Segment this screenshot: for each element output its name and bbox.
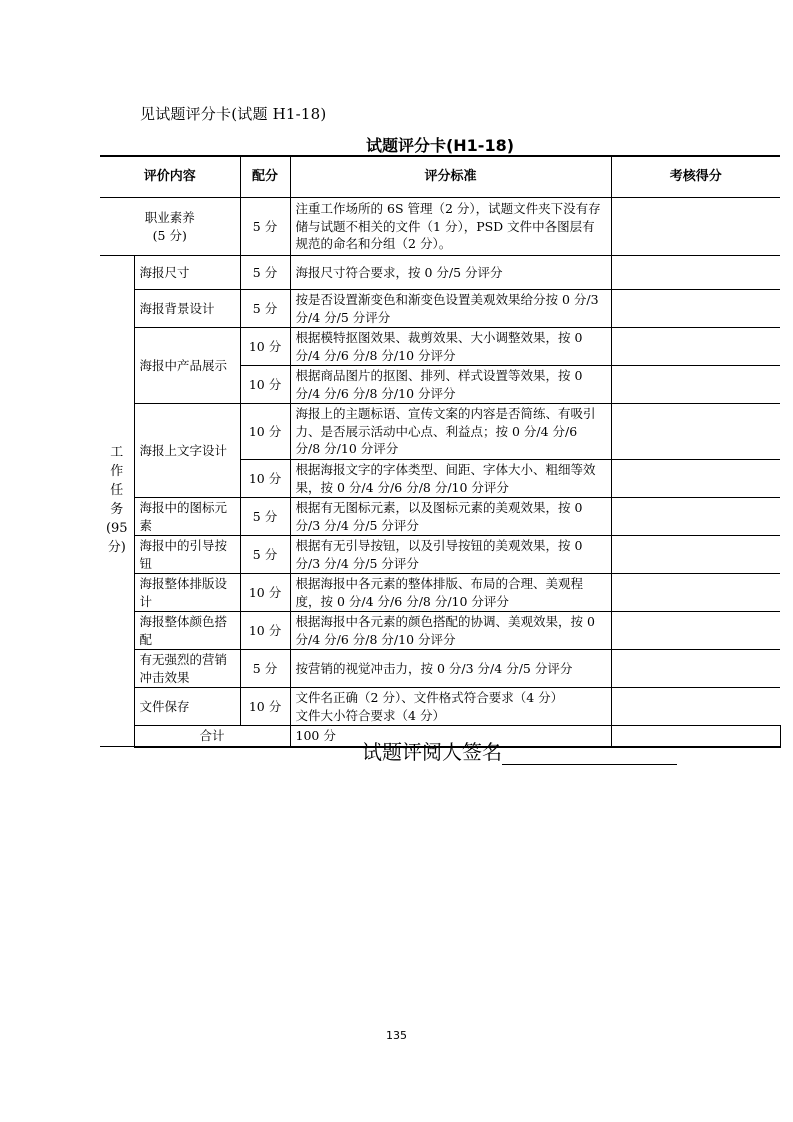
score-cell[interactable] bbox=[611, 650, 780, 688]
item-standard: 按营销的视觉冲击力，按 0 分/3 分/4 分/5 分评分 bbox=[290, 650, 611, 688]
header-row bbox=[100, 156, 780, 198]
row-icons bbox=[100, 498, 780, 536]
signature-field bbox=[362, 736, 677, 765]
item-label: 海报背景设计 bbox=[134, 290, 240, 328]
header-points: 配分 bbox=[240, 156, 290, 198]
item-standard: 海报上的主题标语、宣传文案的内容是否简练、有吸引力、是否展示活动中心点、利益点；按 0 分/4 分/6 分/8 分/10 分评分 bbox=[290, 404, 611, 460]
item-points: 10 分 bbox=[240, 688, 290, 726]
item-label: 海报整体排版设计 bbox=[134, 574, 240, 612]
item-label: 海报尺寸 bbox=[134, 256, 240, 290]
row-background bbox=[100, 290, 780, 328]
item-standard: 根据有无图标元素，以及图标元素的美观效果，按 0 分/3 分/4 分/5 分评分 bbox=[290, 498, 611, 536]
header-score: 考核得分 bbox=[611, 156, 780, 198]
total-points: 100 分 bbox=[290, 726, 611, 747]
header-standard: 评分标准 bbox=[290, 156, 611, 198]
score-cell[interactable] bbox=[611, 404, 780, 460]
item-points: 10 分 bbox=[240, 328, 290, 366]
item-standard: 根据海报文字的字体类型、间距、字体大小、粗细等效果，按 0 分/4 分/6 分/8 分/10 分评分 bbox=[290, 460, 611, 498]
score-cell[interactable] bbox=[611, 688, 780, 726]
score-cell[interactable] bbox=[611, 574, 780, 612]
row-layout bbox=[100, 574, 780, 612]
item-points: 10 分 bbox=[240, 460, 290, 498]
row-color bbox=[100, 612, 780, 650]
item-standard: 根据海报中各元素的整体排版、布局的合理、美观程度，按 0 分/4 分/6 分/8 分/10 分评分 bbox=[290, 574, 611, 612]
row-impact bbox=[100, 650, 780, 688]
item-points: 5 分 bbox=[240, 650, 290, 688]
task-group-label: 工 作 任 务 (95 分) bbox=[100, 256, 134, 747]
header-content: 评价内容 bbox=[100, 156, 240, 198]
score-cell[interactable] bbox=[611, 498, 780, 536]
item-label: 海报中的图标元素 bbox=[134, 498, 240, 536]
professional-standard: 注重工作场所的 6S 管理（2 分），试题文件夹下没有存储与试题不相关的文件（1 分），PSD 文件中各图层有规范的命名和分组（2 分）。 bbox=[290, 198, 611, 256]
item-points: 5 分 bbox=[240, 290, 290, 328]
professional-points: 5 分 bbox=[240, 198, 290, 256]
row-save bbox=[100, 688, 780, 726]
row-text-1 bbox=[100, 404, 780, 460]
item-points: 10 分 bbox=[240, 404, 290, 460]
item-points: 5 分 bbox=[240, 536, 290, 574]
item-points: 10 分 bbox=[240, 612, 290, 650]
item-label: 有无强烈的营销冲击效果 bbox=[134, 650, 240, 688]
table-title: 试题评分卡(H1-18) bbox=[365, 136, 515, 155]
item-label: 海报整体颜色搭配 bbox=[134, 612, 240, 650]
item-label: 文件保存 bbox=[134, 688, 240, 726]
item-points: 10 分 bbox=[240, 574, 290, 612]
score-cell[interactable] bbox=[611, 460, 780, 498]
row-professional bbox=[100, 198, 780, 256]
item-standard: 根据模特抠图效果、裁剪效果、大小调整效果，按 0 分/4 分/6 分/8 分/10 分评分 bbox=[290, 328, 611, 366]
score-table bbox=[100, 155, 780, 748]
score-cell[interactable] bbox=[611, 290, 780, 328]
score-cell[interactable] bbox=[611, 536, 780, 574]
item-standard: 根据商品图片的抠图、排列、样式设置等效果，按 0 分/4 分/6 分/8 分/10 分评分 bbox=[290, 366, 611, 404]
item-label: 海报中产品展示 bbox=[134, 328, 240, 404]
row-product-1 bbox=[100, 328, 780, 366]
professional-label: 职业素养 (5 分) bbox=[100, 198, 240, 256]
score-cell[interactable] bbox=[611, 328, 780, 366]
item-label: 海报上文字设计 bbox=[134, 404, 240, 498]
item-standard: 海报尺寸符合要求，按 0 分/5 分评分 bbox=[290, 256, 611, 290]
item-points: 10 分 bbox=[240, 366, 290, 404]
signature-label: 试题评阅人签名 bbox=[362, 740, 502, 764]
score-cell[interactable] bbox=[611, 198, 780, 256]
row-size bbox=[100, 256, 780, 290]
score-cell[interactable] bbox=[611, 256, 780, 290]
item-points: 5 分 bbox=[240, 498, 290, 536]
total-label: 合计 bbox=[134, 726, 290, 747]
signature-line[interactable] bbox=[502, 744, 677, 765]
page-number: 135 bbox=[386, 1029, 407, 1042]
item-standard: 根据有无引导按钮，以及引导按钮的美观效果，按 0 分/3 分/4 分/5 分评分 bbox=[290, 536, 611, 574]
intro-text: 见试题评分卡(试题 H1-18) bbox=[140, 105, 327, 123]
item-label: 海报中的引导按钮 bbox=[134, 536, 240, 574]
item-points: 5 分 bbox=[240, 256, 290, 290]
item-standard: 根据海报中各元素的颜色搭配的协调、美观效果，按 0 分/4 分/6 分/8 分/10 分评分 bbox=[290, 612, 611, 650]
item-standard: 按是否设置渐变色和渐变色设置美观效果给分按 0 分/3 分/4 分/5 分评分 bbox=[290, 290, 611, 328]
item-standard: 文件名正确（2 分）、文件格式符合要求（4 分） 文件大小符合要求（4 分） bbox=[290, 688, 611, 726]
score-cell[interactable] bbox=[611, 612, 780, 650]
row-guide-button bbox=[100, 536, 780, 574]
score-cell[interactable] bbox=[611, 366, 780, 404]
